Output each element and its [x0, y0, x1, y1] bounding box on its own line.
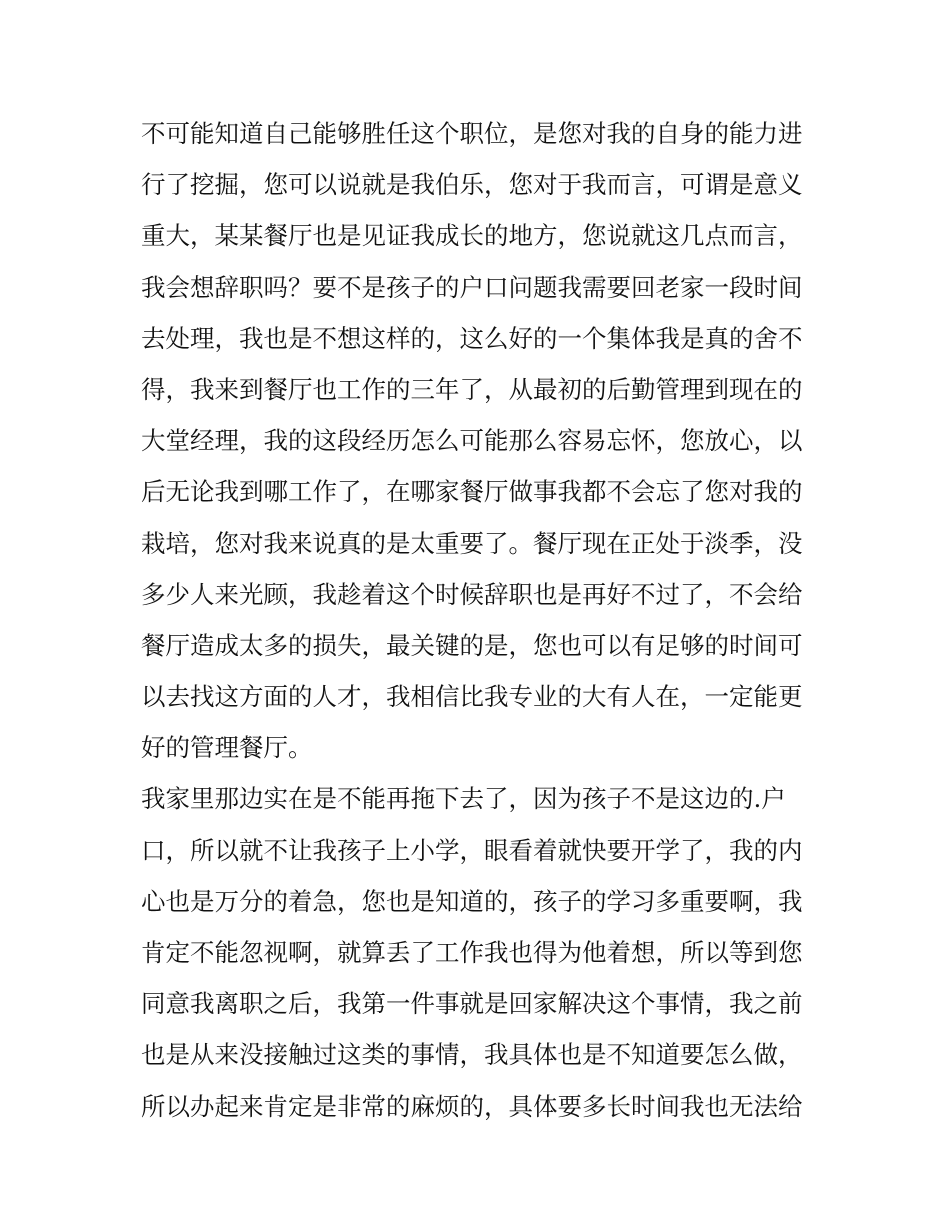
text-line: 我家里那边实在是不能再拖下去了，因为孩子不是这边的.户	[141, 784, 786, 814]
text-line: 以去找这方面的人才，我相信比我专业的大有人在，一定能更	[141, 682, 803, 712]
text-line: 多少人来光顾，我趁着这个时候辞职也是再好不过了，不会给	[141, 579, 803, 609]
text-line: 大堂经理，我的这段经历怎么可能那么容易忘怀，您放心，以	[141, 426, 803, 456]
text-line: 所以办起来肯定是非常的麻烦的，具体要多长时间我也无法给	[141, 1091, 803, 1121]
text-line: 肯定不能忽视啊，就算丢了工作我也得为他着想，所以等到您	[141, 938, 803, 967]
text-line: 得，我来到餐厅也工作的三年了，从最初的后勤管理到现在的	[141, 374, 803, 404]
text-line: 心也是万分的着急，您也是知道的，孩子的学习多重要啊，我	[141, 886, 803, 916]
text-line: 去处理，我也是不想这样的，这么好的一个集体我是真的舍不	[141, 323, 803, 353]
body-text	[141, 108, 821, 1132]
text-line: 好的管理餐厅。	[141, 733, 313, 763]
text-line: 不可能知道自己能够胜任这个职位，是您对我的自身的能力进	[141, 119, 803, 148]
text-line: 后无论我到哪工作了，在哪家餐厅做事我都不会忘了您对我的	[141, 477, 803, 507]
text-line: 我会想辞职吗？要不是孩子的户口问题我需要回老家一段时间	[141, 272, 803, 302]
text-line: 栽培，您对我来说真的是太重要了。餐厅现在正处于淡季，没	[141, 528, 803, 558]
text-line: 重大，某某餐厅也是见证我成长的地方，您说就这几点而言，	[141, 221, 803, 251]
text-line: 也是从来没接触过这类的事情，我具体也是不知道要怎么做，	[141, 1040, 803, 1070]
text-line: 餐厅造成太多的损失，最关键的是，您也可以有足够的时间可	[141, 630, 803, 660]
text-line: 行了挖掘，您可以说就是我伯乐，您对于我而言，可谓是意义	[141, 170, 803, 200]
text-line: 同意我离职之后，我第一件事就是回家解决这个事情，我之前	[141, 989, 803, 1019]
text-line: 口，所以就不让我孩子上小学，眼看着就快要开学了，我的内	[141, 835, 803, 865]
